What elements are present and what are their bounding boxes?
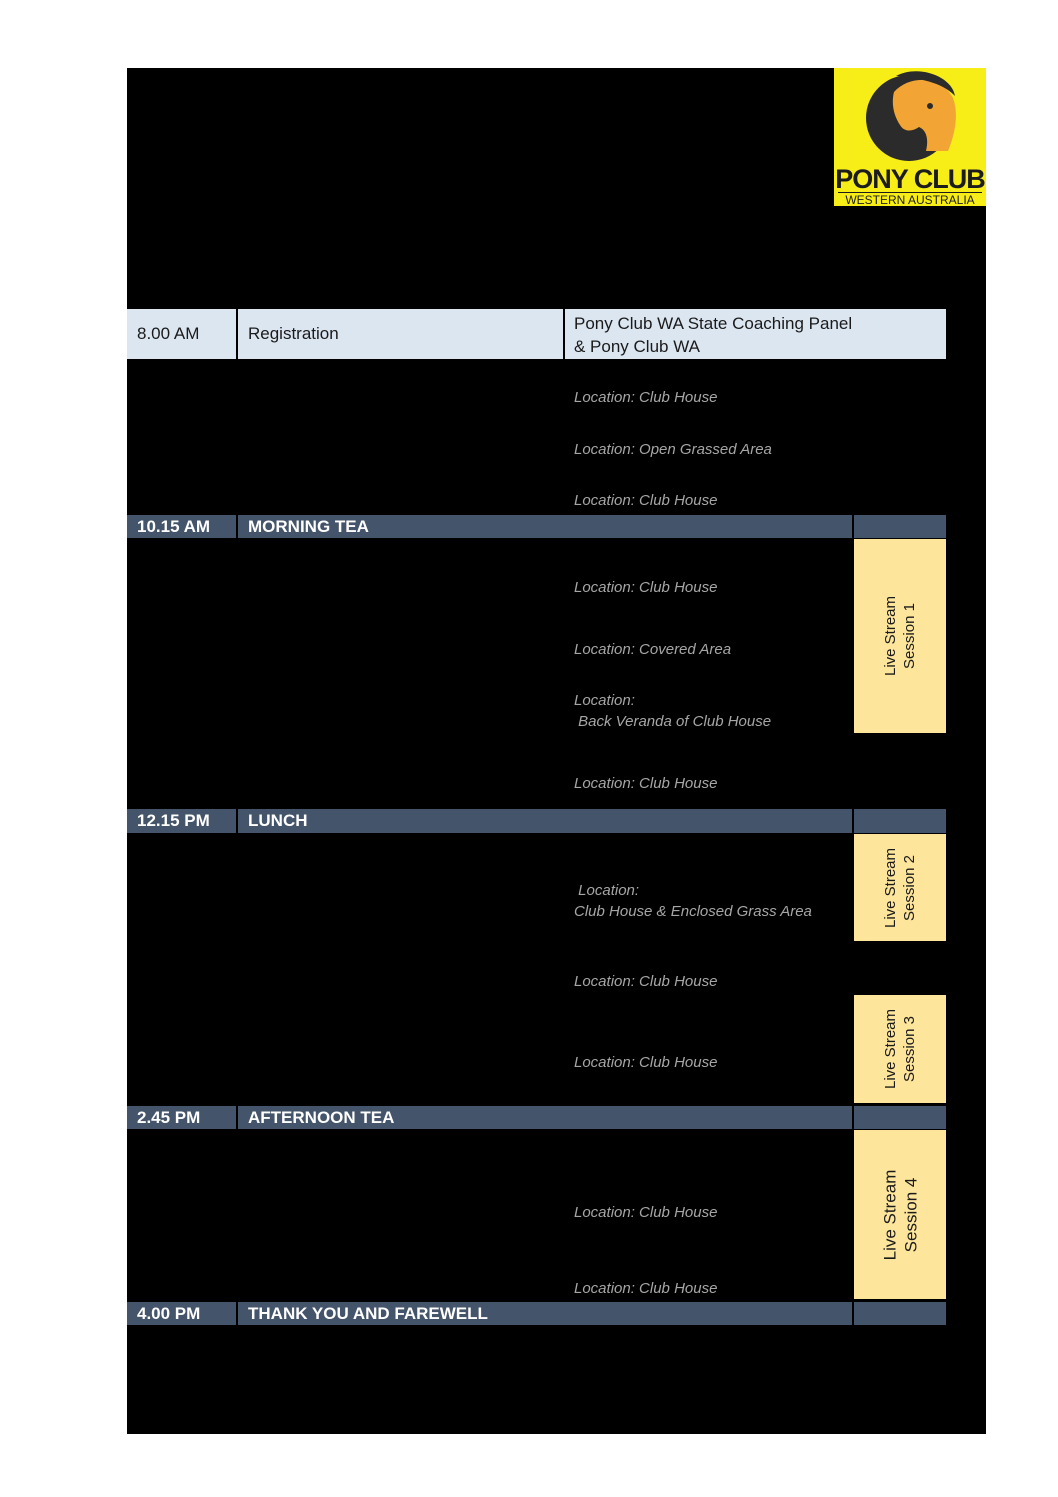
location-text: Location: Open Grassed Area xyxy=(574,441,772,458)
location-text: Location: Club House xyxy=(574,1280,718,1297)
logo-subtitle: WESTERN AUSTRALIA xyxy=(838,192,982,207)
lunch-time: 12.15 PM xyxy=(127,809,236,833)
live-stream-label: Live Stream xyxy=(879,1169,899,1260)
live-stream-session: Session 2 xyxy=(900,854,918,921)
live-stream-session-2 xyxy=(854,834,946,941)
pony-club-logo xyxy=(834,68,986,206)
location-text: Location: Covered Area xyxy=(574,641,732,658)
logo-title: PONY CLUB xyxy=(835,164,985,194)
live-stream-session: Session 3 xyxy=(900,1016,918,1082)
location-text: Location: Club House xyxy=(574,973,718,990)
live-stream-label: Live Stream xyxy=(881,595,899,677)
live-stream-session-3 xyxy=(854,995,946,1103)
afternoon-tea-time: 2.45 PM xyxy=(127,1106,236,1129)
afternoon-tea-end-cell xyxy=(854,1106,946,1129)
horse-head-icon xyxy=(834,68,986,176)
live-stream-session-4 xyxy=(854,1130,946,1299)
location-text: Location: Club House xyxy=(574,492,718,509)
location-text: Location: Club House xyxy=(574,389,718,406)
lunch-end-cell xyxy=(854,809,946,833)
live-stream-label: Live Stream xyxy=(881,847,899,928)
registration-activity: Registration xyxy=(238,309,563,359)
live-stream-session-1 xyxy=(854,539,946,733)
morning-tea-label: MORNING TEA xyxy=(238,515,852,538)
farewell-time: 4.00 PM xyxy=(127,1302,236,1325)
afternoon-tea-label: AFTERNOON TEA xyxy=(238,1106,852,1129)
lunch-label: LUNCH xyxy=(238,809,852,833)
live-stream-session: Session 1 xyxy=(900,603,918,669)
location-text: Location: Club House xyxy=(574,579,718,596)
farewell-label: THANK YOU AND FAREWELL xyxy=(238,1302,852,1325)
location-text: Location: Club House xyxy=(574,1054,718,1071)
presenter-line-2: & Pony Club WA xyxy=(574,337,700,356)
registration-presenter xyxy=(565,309,946,359)
farewell-end-cell xyxy=(854,1302,946,1325)
registration-time: 8.00 AM xyxy=(127,309,236,359)
presenter-line-1: Pony Club WA State Coaching Panel xyxy=(574,314,853,333)
live-stream-label: Live Stream xyxy=(881,1008,899,1090)
location-text: Location: Club House xyxy=(574,1204,718,1221)
location-text: Location: Club House & Enclosed Grass Area xyxy=(574,882,812,920)
live-stream-session: Session 4 xyxy=(900,1177,920,1252)
location-text: Location: Back Veranda of Club House xyxy=(574,692,772,730)
morning-tea-end-cell xyxy=(854,515,946,538)
location-text: Location: Club House xyxy=(574,775,718,792)
morning-tea-time: 10.15 AM xyxy=(127,515,236,538)
